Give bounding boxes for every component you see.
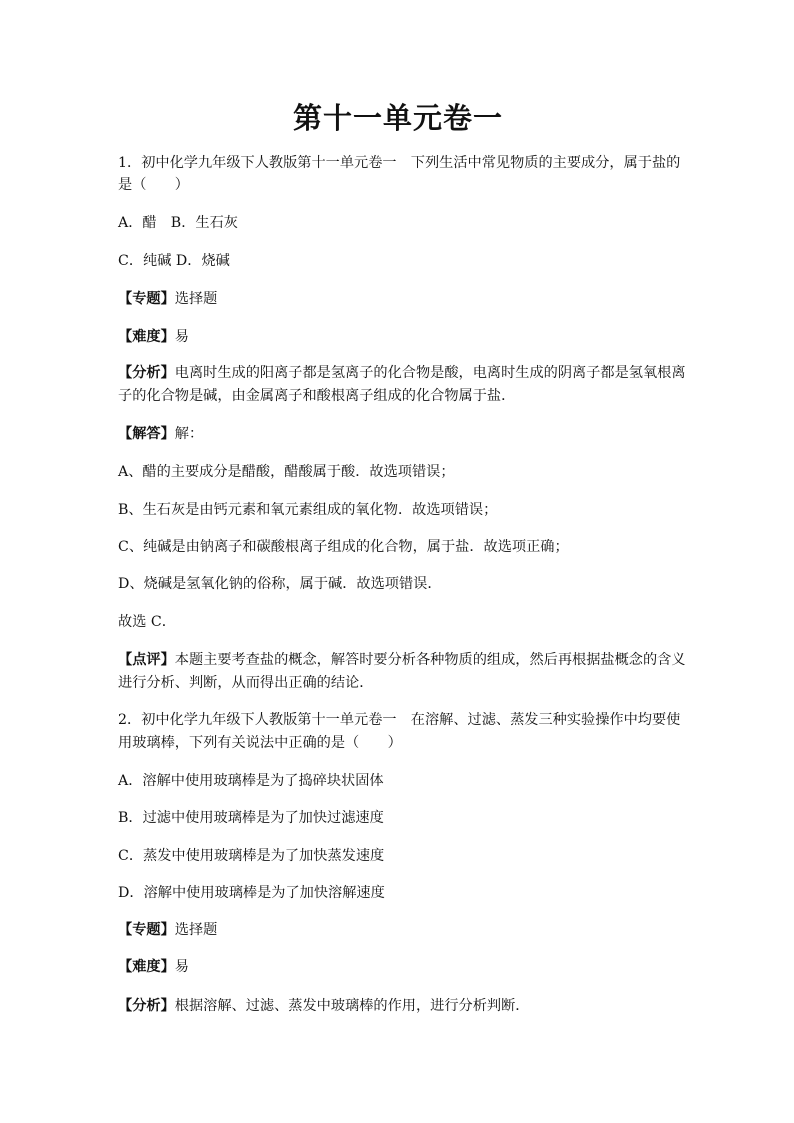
q1-answer-c: C、纯碱是由钠离子和碳酸根离子组成的化合物，属于盐．故选项正确； bbox=[118, 539, 569, 555]
q1-comment-line-2: 进行分析、判断，从而得出正确的结论． bbox=[118, 675, 374, 691]
q1-topic bbox=[118, 288, 678, 310]
q1-analysis-line-1 bbox=[118, 362, 686, 384]
q2-stem-line-2: 用玻璃棒，下列有关说法中正确的是（ ） bbox=[118, 735, 402, 751]
q1-difficulty bbox=[118, 326, 678, 348]
q1-choice: 故选 C． bbox=[118, 614, 176, 630]
q2-option-a: A．溶解中使用玻璃棒是为了捣碎块状固体 bbox=[118, 773, 384, 789]
q2-analysis-tag: 【分析】 bbox=[118, 998, 175, 1014]
q1-answer-tag: 【解答】 bbox=[118, 426, 175, 442]
q1-topic-tag: 【专题】 bbox=[118, 291, 175, 307]
q1-stem-line-2: 是（ ） bbox=[118, 177, 189, 193]
q1-options-ab: A．醋 B．生石灰 bbox=[118, 215, 238, 231]
q1-answer-d: D、烧碱是氢氧化钠的俗称，属于碱．故选项错误． bbox=[118, 576, 442, 592]
q2-option-b: B．过滤中使用玻璃棒是为了加快过滤速度 bbox=[118, 810, 384, 826]
q1-comment-text-1: 本题主要考查盐的概念，解答时要分析各种物质的组成，然后再根据盐概念的含义 bbox=[174, 652, 686, 668]
q2-option-d: D．溶解中使用玻璃棒是为了加快溶解速度 bbox=[118, 885, 385, 901]
page-title: 第十一单元卷一 bbox=[292, 101, 503, 135]
q1-options-cd: C．纯碱 D．烧碱 bbox=[118, 253, 230, 269]
q2-option-c: C．蒸发中使用玻璃棒是为了加快蒸发速度 bbox=[118, 848, 385, 864]
q1-answer-intro-text: 解： bbox=[174, 426, 204, 442]
q2-topic-tag: 【专题】 bbox=[118, 922, 175, 938]
q2-difficulty-value: 易 bbox=[174, 959, 189, 975]
q2-difficulty-tag: 【难度】 bbox=[118, 959, 175, 975]
q1-analysis-line-2: 子的化合物是碱，由金属离子和酸根离子组成的化合物属于盐． bbox=[118, 388, 516, 404]
q1-topic-value: 选择题 bbox=[174, 291, 218, 307]
q1-analysis-text-1: 电离时生成的阳离子都是氢离子的化合物是酸，电离时生成的阴离子都是氢氧根离 bbox=[174, 365, 686, 381]
q2-difficulty bbox=[118, 956, 678, 978]
q2-stem-line-1: 2．初中化学九年级下人教版第十一单元卷一 在溶解、过滤、蒸发三种实验操作中均要使 bbox=[118, 712, 681, 728]
q1-difficulty-tag: 【难度】 bbox=[118, 329, 175, 345]
q1-answer-a: A、醋的主要成分是醋酸，醋酸属于酸．故选项错误； bbox=[118, 464, 455, 480]
q2-analysis-text: 根据溶解、过滤、蒸发中玻璃棒的作用，进行分析判断． bbox=[174, 998, 530, 1014]
q1-answer-b: B、生石灰是由钙元素和氧元素组成的氧化物．故选项错误； bbox=[118, 502, 498, 518]
q1-comment-line-1 bbox=[118, 649, 686, 671]
q1-answer-intro bbox=[118, 423, 678, 445]
q2-analysis bbox=[118, 995, 678, 1017]
q1-analysis-tag: 【分析】 bbox=[118, 365, 175, 381]
q1-comment-tag: 【点评】 bbox=[118, 652, 175, 668]
q2-topic bbox=[118, 919, 678, 941]
q1-stem-line-1: 1．初中化学九年级下人教版第十一单元卷一 下列生活中常见物质的主要成分，属于盐的 bbox=[118, 155, 681, 171]
q2-topic-value: 选择题 bbox=[174, 922, 218, 938]
q1-difficulty-value: 易 bbox=[174, 329, 189, 345]
